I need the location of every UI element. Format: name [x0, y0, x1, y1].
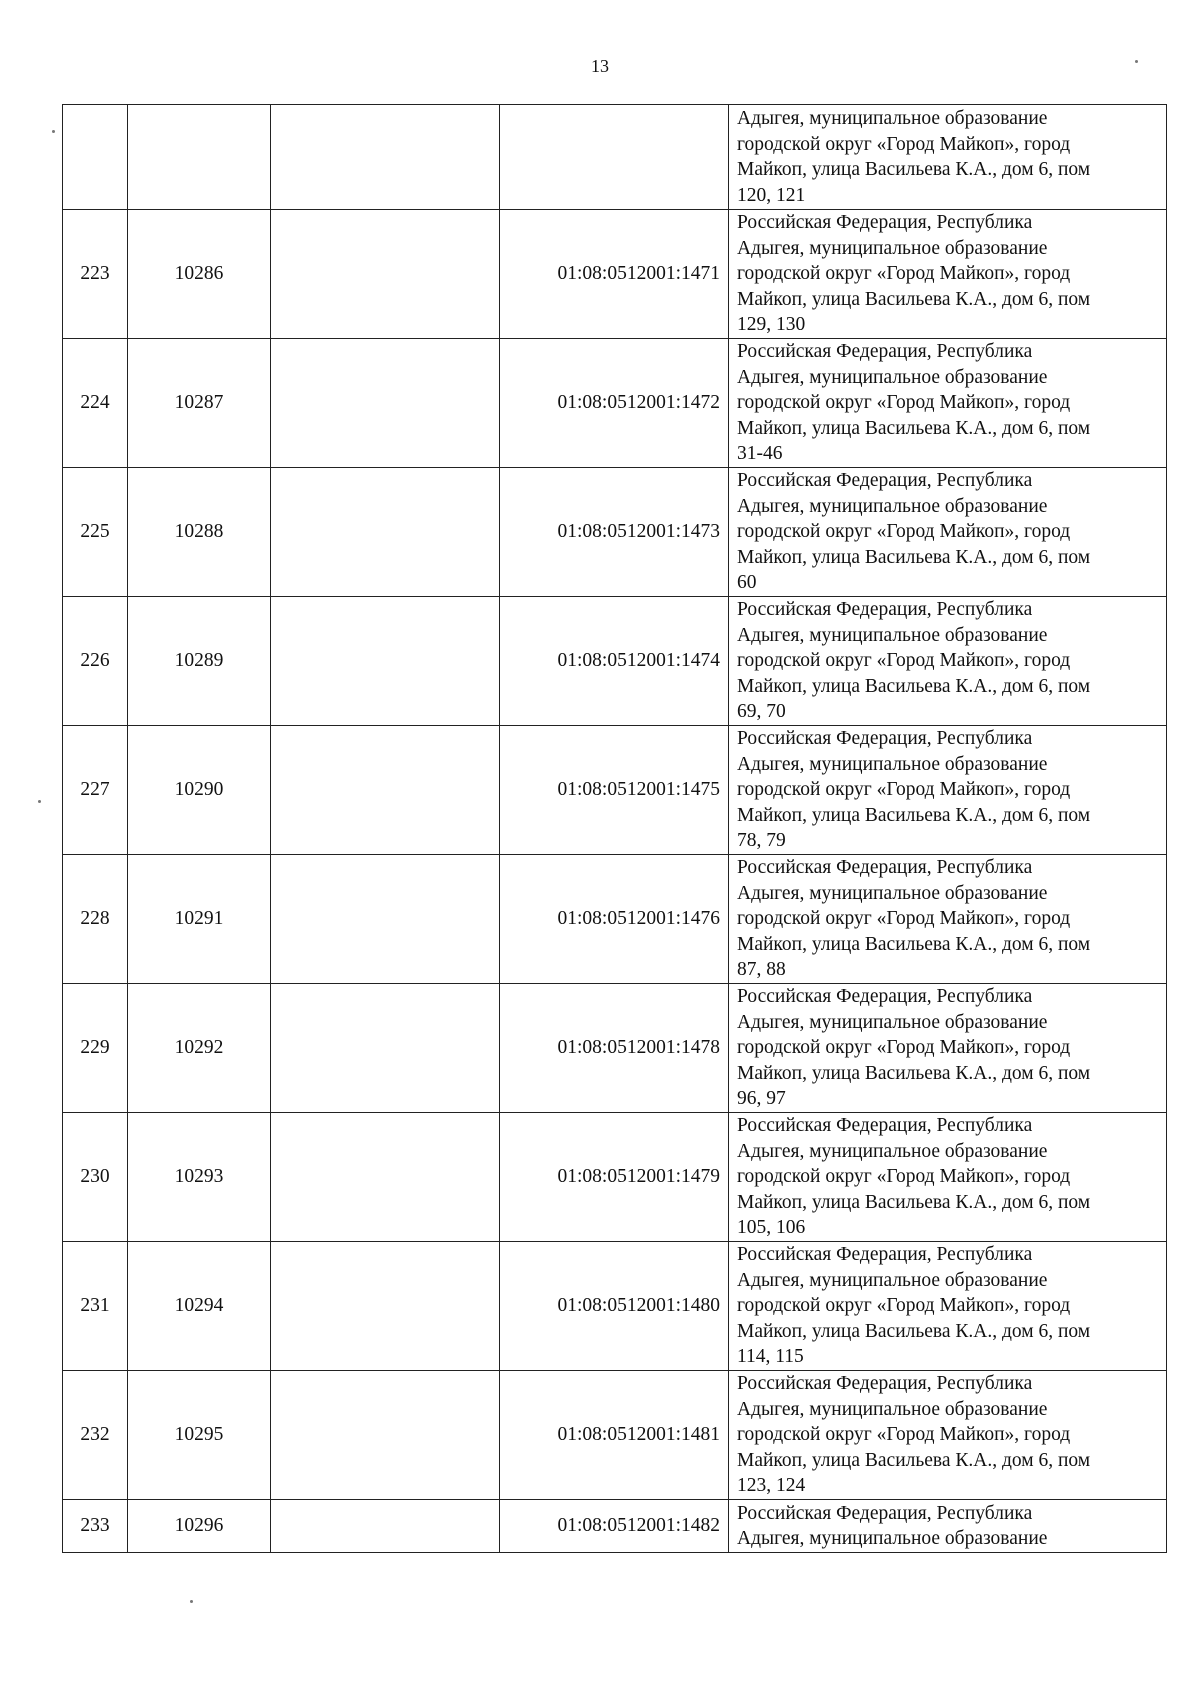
address-lines	[737, 597, 1162, 725]
registry-code-cell: 10286	[128, 210, 271, 339]
address-line: Адыгея, муниципальное образование	[737, 1140, 1048, 1162]
address-line: Адыгея, муниципальное образование	[737, 1398, 1048, 1420]
table-row	[63, 105, 1167, 210]
address-line: Российская Федерация, Республика	[737, 212, 1033, 234]
address-line: 123, 124	[737, 1475, 806, 1497]
cadastral-number-cell: 01:08:0512001:1482	[500, 1500, 729, 1553]
row-number-cell	[63, 105, 128, 210]
table-row	[63, 597, 1167, 726]
row-number-cell: 229	[63, 984, 128, 1113]
empty-cell	[271, 468, 500, 597]
address-line: 78, 79	[737, 830, 786, 852]
address-line: Российская Федерация, Республика	[737, 1502, 1033, 1524]
address-line: городской округ «Город Майкоп», город	[737, 133, 1071, 155]
address-line: 87, 88	[737, 959, 786, 981]
cadastral-number-cell: 01:08:0512001:1474	[500, 597, 729, 726]
address-line: Адыгея, муниципальное образование	[737, 237, 1048, 259]
address-line: Майкоп, улица Васильева К.А., дом 6, пом	[737, 1062, 1091, 1084]
empty-cell	[271, 1371, 500, 1500]
scan-speck	[1135, 60, 1138, 63]
address-line: городской округ «Город Майкоп», город	[737, 1424, 1071, 1446]
empty-cell	[271, 855, 500, 984]
address-lines	[737, 1242, 1162, 1370]
address-cell	[729, 855, 1167, 984]
empty-cell	[271, 984, 500, 1113]
address-lines	[737, 106, 1162, 208]
address-cell	[729, 468, 1167, 597]
address-line: Майкоп, улица Васильева К.А., дом 6, пом	[737, 675, 1091, 697]
registry-code-cell: 10291	[128, 855, 271, 984]
address-cell	[729, 597, 1167, 726]
address-cell	[729, 984, 1167, 1113]
address-cell	[729, 105, 1167, 210]
address-cell	[729, 726, 1167, 855]
empty-cell	[271, 105, 500, 210]
registry-code-cell: 10293	[128, 1113, 271, 1242]
address-line: Адыгея, муниципальное образование	[737, 882, 1048, 904]
table-row	[63, 984, 1167, 1113]
empty-cell	[271, 597, 500, 726]
address-cell	[729, 1371, 1167, 1500]
row-number-cell: 228	[63, 855, 128, 984]
empty-cell	[271, 1242, 500, 1371]
address-line: Майкоп, улица Васильева К.А., дом 6, пом	[737, 417, 1091, 439]
address-line: Российская Федерация, Республика	[737, 728, 1033, 750]
address-line: городской округ «Город Майкоп», город	[737, 1295, 1071, 1317]
address-line: Майкоп, улица Васильева К.А., дом 6, пом	[737, 804, 1091, 826]
address-line: Российская Федерация, Республика	[737, 857, 1033, 879]
address-line: городской округ «Город Майкоп», город	[737, 1166, 1071, 1188]
address-line: 31-46	[737, 443, 783, 465]
row-number-cell: 233	[63, 1500, 128, 1553]
address-line: городской округ «Город Майкоп», город	[737, 521, 1071, 543]
address-line: 96, 97	[737, 1088, 786, 1110]
address-cell	[729, 210, 1167, 339]
empty-cell	[271, 1500, 500, 1553]
address-cell	[729, 1113, 1167, 1242]
table-row	[63, 1500, 1167, 1553]
row-number-cell: 226	[63, 597, 128, 726]
address-cell	[729, 1242, 1167, 1371]
address-line: Адыгея, муниципальное образование	[737, 366, 1048, 388]
cadastral-number-cell: 01:08:0512001:1471	[500, 210, 729, 339]
address-line: городской округ «Город Майкоп», город	[737, 1037, 1071, 1059]
address-line: Российская Федерация, Республика	[737, 1373, 1033, 1395]
table-row	[63, 1242, 1167, 1371]
address-line: Российская Федерация, Республика	[737, 341, 1033, 363]
address-lines	[737, 726, 1162, 854]
empty-cell	[271, 1113, 500, 1242]
address-line: Российская Федерация, Республика	[737, 1115, 1033, 1137]
row-number-cell: 223	[63, 210, 128, 339]
empty-cell	[271, 339, 500, 468]
address-line: Майкоп, улица Васильева К.А., дом 6, пом	[737, 288, 1091, 310]
address-line: 105, 106	[737, 1217, 806, 1239]
table-row	[63, 339, 1167, 468]
address-line: Майкоп, улица Васильева К.А., дом 6, пом	[737, 1191, 1091, 1213]
address-line: Российская Федерация, Республика	[737, 986, 1033, 1008]
table-body	[63, 105, 1167, 1553]
registry-code-cell: 10287	[128, 339, 271, 468]
empty-cell	[271, 726, 500, 855]
registry-code-cell: 10289	[128, 597, 271, 726]
cadastral-number-cell: 01:08:0512001:1475	[500, 726, 729, 855]
cadastral-number-cell: 01:08:0512001:1481	[500, 1371, 729, 1500]
registry-code-cell	[128, 105, 271, 210]
scan-speck	[190, 1600, 193, 1603]
registry-code-cell: 10296	[128, 1500, 271, 1553]
address-line: городской округ «Город Майкоп», город	[737, 779, 1071, 801]
row-number-cell: 227	[63, 726, 128, 855]
cadastral-number-cell: 01:08:0512001:1476	[500, 855, 729, 984]
address-line: Адыгея, муниципальное образование	[737, 1011, 1048, 1033]
address-line: 69, 70	[737, 701, 786, 723]
address-lines	[737, 855, 1162, 983]
address-cell	[729, 1500, 1167, 1553]
row-number-cell: 232	[63, 1371, 128, 1500]
row-number-cell: 231	[63, 1242, 128, 1371]
row-number-cell: 224	[63, 339, 128, 468]
page-number: 13	[591, 56, 609, 76]
cadastral-number-cell: 01:08:0512001:1472	[500, 339, 729, 468]
registry-table	[62, 104, 1167, 1553]
address-lines	[737, 1113, 1162, 1241]
address-lines	[737, 1371, 1162, 1499]
table-row	[63, 855, 1167, 984]
address-line: 129, 130	[737, 314, 806, 336]
address-line: Российская Федерация, Республика	[737, 599, 1033, 621]
registry-code-cell: 10290	[128, 726, 271, 855]
registry-code-cell: 10294	[128, 1242, 271, 1371]
registry-code-cell: 10288	[128, 468, 271, 597]
row-number-cell: 230	[63, 1113, 128, 1242]
address-line: Российская Федерация, Республика	[737, 470, 1033, 492]
address-line: Майкоп, улица Васильева К.А., дом 6, пом	[737, 159, 1091, 180]
address-line: 120, 121	[737, 184, 806, 206]
scan-speck	[52, 130, 55, 133]
address-line: городской округ «Город Майкоп», город	[737, 263, 1071, 285]
address-line: 114, 115	[737, 1346, 804, 1368]
address-cell	[729, 339, 1167, 468]
table-row	[63, 1371, 1167, 1500]
table-row	[63, 726, 1167, 855]
address-line: Адыгея, муниципальное образование	[737, 1528, 1048, 1549]
cadastral-number-cell	[500, 105, 729, 210]
address-line: Адыгея, муниципальное образование	[737, 1269, 1048, 1291]
registry-code-cell: 10295	[128, 1371, 271, 1500]
table-row	[63, 1113, 1167, 1242]
empty-cell	[271, 210, 500, 339]
address-lines	[737, 984, 1162, 1112]
address-line: Адыгея, муниципальное образование	[737, 624, 1048, 646]
cadastral-number-cell: 01:08:0512001:1479	[500, 1113, 729, 1242]
address-line: городской округ «Город Майкоп», город	[737, 908, 1071, 930]
row-number-cell: 225	[63, 468, 128, 597]
address-line: Адыгея, муниципальное образование	[737, 108, 1048, 129]
address-lines	[737, 468, 1162, 596]
address-line: 60	[737, 572, 757, 594]
address-line: Майкоп, улица Васильева К.А., дом 6, пом	[737, 1320, 1091, 1342]
address-lines	[737, 210, 1162, 338]
address-line: Майкоп, улица Васильева К.А., дом 6, пом	[737, 933, 1091, 955]
address-lines	[737, 339, 1162, 467]
address-line: Майкоп, улица Васильева К.А., дом 6, пом	[737, 1449, 1091, 1471]
table-row	[63, 210, 1167, 339]
address-line: Адыгея, муниципальное образование	[737, 495, 1048, 517]
scan-speck	[38, 800, 41, 803]
registry-code-cell: 10292	[128, 984, 271, 1113]
address-line: Майкоп, улица Васильева К.А., дом 6, пом	[737, 546, 1091, 568]
cadastral-number-cell: 01:08:0512001:1473	[500, 468, 729, 597]
address-line: городской округ «Город Майкоп», город	[737, 650, 1071, 672]
cadastral-number-cell: 01:08:0512001:1480	[500, 1242, 729, 1371]
cadastral-number-cell: 01:08:0512001:1478	[500, 984, 729, 1113]
address-lines	[737, 1501, 1162, 1552]
address-line: городской округ «Город Майкоп», город	[737, 392, 1071, 414]
table-row	[63, 468, 1167, 597]
address-line: Адыгея, муниципальное образование	[737, 753, 1048, 775]
address-line: Российская Федерация, Республика	[737, 1244, 1033, 1266]
